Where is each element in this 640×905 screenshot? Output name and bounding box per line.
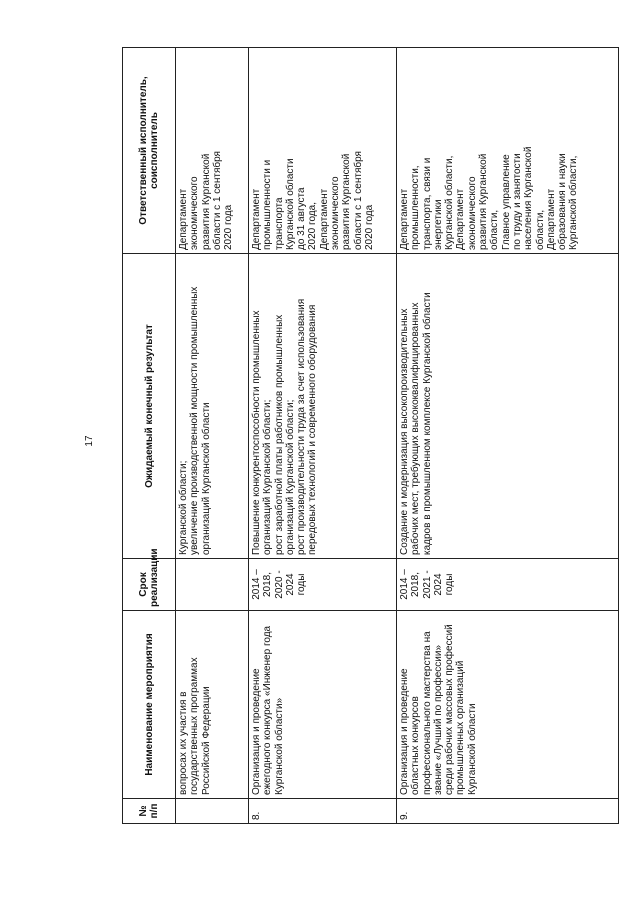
cell-responsible: Департамент промышленности, транспорта, связи и энергетики Курганской области, Департамент экономического развития Курганской области, Главное управление по труду и занятости населения Курганской области, Департамент образования и науки Курганской области, xyxy=(397,48,619,254)
cell-num: 8. xyxy=(249,799,397,824)
cell-num: 9. xyxy=(397,799,619,824)
cell-result: Повышение конкурентоспособности промышленных организаций Курганской области; рост заработной платы работников промышленных организаций Курганской области; рост производительности труда за счет использования передовых технологий и современного оборудования xyxy=(249,254,397,559)
cell-name: Организация и проведение ежегодного конкурса «Инженер года Курганской области» xyxy=(249,611,397,799)
table-row xyxy=(176,48,249,824)
cell-responsible: Департамент экономического развития Курганской области с 1 сентября 2020 года xyxy=(176,48,249,254)
cell-term: 2014 – 2018, 2021 - 2024 годы xyxy=(397,559,619,611)
cell-responsible: Департамент промышленности и транспорта Курганской области до 31 августа 2020 года, Департамент экономического развития Курганской области с 1 сентября 2020 года xyxy=(249,48,397,254)
header-responsible: Ответственный исполнитель, соисполнитель xyxy=(123,48,176,254)
activities-table xyxy=(122,47,619,824)
header-result: Ожидаемый конечный результат xyxy=(123,254,176,559)
page-number: 17 xyxy=(84,435,95,447)
document-table-region xyxy=(122,48,618,824)
header-name: Наименование мероприятия xyxy=(123,611,176,799)
cell-num xyxy=(176,799,249,824)
cell-term: 2014 – 2018, 2020 - 2024 годы xyxy=(249,559,397,611)
cell-result: Создание и модернизация высокопроизводительных рабочих мест, требующих высококвалифицированных кадров в промышленном комплексе Курганской области xyxy=(397,254,619,559)
header-term: Срок реализации xyxy=(123,559,176,611)
cell-name: вопросах их участия в государственных программах Российской Федерации xyxy=(176,611,249,799)
table-row xyxy=(249,48,397,824)
cell-result: Курганской области; увеличение производственной мощности промышленных организаций Курганской области xyxy=(176,254,249,559)
rotated-table-container xyxy=(122,48,618,824)
header-num: № п/п xyxy=(123,799,176,824)
cell-term xyxy=(176,559,249,611)
table-row xyxy=(397,48,619,824)
cell-name: Организация и проведение областных конкурсов профессионального мастерства на звание «Лучший по профессии» среди рабочих массовых профессий промышленных организаций Курганской области xyxy=(397,611,619,799)
table-header-row xyxy=(123,48,176,824)
